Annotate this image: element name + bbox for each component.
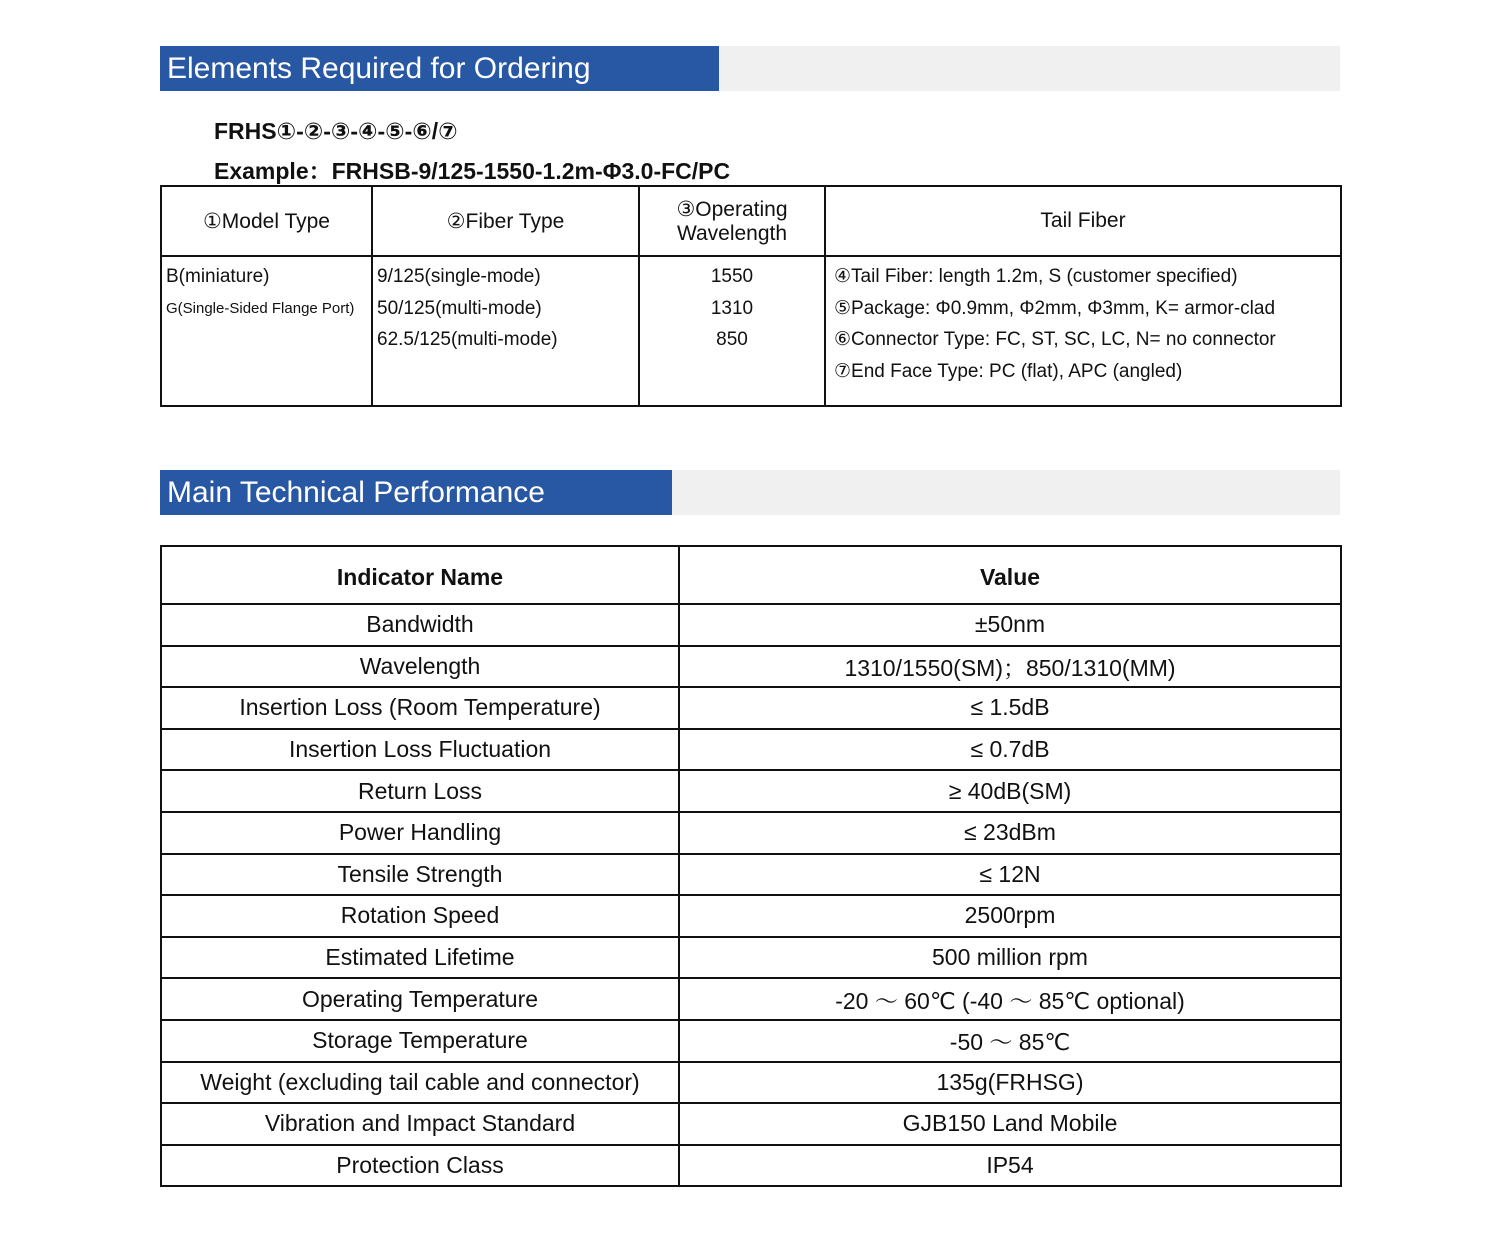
performance-table	[160, 545, 1342, 1187]
indicator-name-cell: Rotation Speed	[161, 895, 679, 937]
table-row	[161, 687, 1341, 729]
indicator-name-cell: Storage Temperature	[161, 1020, 679, 1062]
indicator-value-cell: 2500rpm	[679, 895, 1341, 937]
indicator-name-cell: Estimated Lifetime	[161, 937, 679, 979]
ordering-section-title: Elements Required for Ordering	[160, 46, 719, 91]
wavelength-item: 850	[716, 329, 748, 350]
header-indicator-name: Indicator Name	[161, 546, 679, 604]
table-row	[161, 604, 1341, 646]
table-row	[161, 978, 1341, 1020]
table-row	[161, 895, 1341, 937]
performance-section-header	[160, 470, 1340, 515]
indicator-value-cell: IP54	[679, 1145, 1341, 1187]
ordering-table	[160, 185, 1342, 407]
performance-section-title: Main Technical Performance	[160, 470, 672, 515]
table-row	[161, 937, 1341, 979]
header-tail-fiber: Tail Fiber	[825, 186, 1341, 256]
model-type-cell	[161, 256, 372, 406]
header-wavelength-line1: ③Operating	[676, 197, 788, 221]
wavelength-item: 1310	[710, 297, 754, 319]
indicator-value-cell: 1310/1550(SM)；850/1310(MM)	[679, 646, 1341, 688]
indicator-value-cell: ≤ 23dBm	[679, 812, 1341, 854]
indicator-name-cell: Power Handling	[161, 812, 679, 854]
performance-table-body	[161, 604, 1341, 1186]
model-type-item: B(miniature)	[166, 266, 270, 287]
indicator-value-cell: ≤ 0.7dB	[679, 729, 1341, 771]
indicator-value-cell: -50 ～ 85℃	[679, 1020, 1341, 1062]
indicator-name-cell: Insertion Loss (Room Temperature)	[161, 687, 679, 729]
indicator-value-cell: ≤ 12N	[679, 854, 1341, 896]
wavelength-item: 1550	[710, 266, 754, 287]
header-wavelength-line2: Wavelength	[676, 221, 788, 245]
table-row	[161, 1103, 1341, 1145]
tail-fiber-item: ⑥Connector Type: FC, ST, SC, LC, N= no connector	[834, 329, 1276, 350]
indicator-name-cell: Tensile Strength	[161, 854, 679, 896]
ordering-section-header	[160, 46, 1340, 91]
indicator-value-cell: 500 million rpm	[679, 937, 1341, 979]
indicator-value-cell: 135g(FRHSG)	[679, 1062, 1341, 1104]
table-row	[161, 812, 1341, 854]
indicator-name-cell: Weight (excluding tail cable and connector)	[161, 1062, 679, 1104]
table-row	[161, 854, 1341, 896]
header-fiber-type: ②Fiber Type	[372, 186, 639, 256]
tail-fiber-item: ⑤Package: Φ0.9mm, Φ2mm, Φ3mm, K= armor-clad	[834, 297, 1276, 319]
indicator-name-cell: Bandwidth	[161, 604, 679, 646]
performance-header-row	[161, 546, 1341, 604]
indicator-name-cell: Wavelength	[161, 646, 679, 688]
indicator-value-cell: -20 ～ 60℃ (-40 ～ 85℃ optional)	[679, 978, 1341, 1020]
indicator-name-cell: Return Loss	[161, 770, 679, 812]
indicator-value-cell: ≥ 40dB(SM)	[679, 770, 1341, 812]
table-row	[161, 1020, 1341, 1062]
ordering-header-row	[161, 186, 1341, 256]
wavelength-cell	[639, 256, 825, 406]
tail-fiber-item: ⑦End Face Type: PC (flat), APC (angled)	[834, 360, 1183, 382]
header-value: Value	[679, 546, 1341, 604]
indicator-name-cell: Vibration and Impact Standard	[161, 1103, 679, 1145]
indicator-value-cell: GJB150 Land Mobile	[679, 1103, 1341, 1145]
indicator-value-cell: ±50nm	[679, 604, 1341, 646]
indicator-name-cell: Protection Class	[161, 1145, 679, 1187]
indicator-value-cell: ≤ 1.5dB	[679, 687, 1341, 729]
table-row	[161, 1145, 1341, 1187]
table-row	[161, 1062, 1341, 1104]
indicator-name-cell: Operating Temperature	[161, 978, 679, 1020]
fiber-type-item: 62.5/125(multi-mode)	[377, 329, 558, 350]
table-row	[161, 770, 1341, 812]
table-row	[161, 729, 1341, 771]
table-row	[161, 646, 1341, 688]
order-code-format: FRHS①-②-③-④-⑤-⑥/⑦	[214, 118, 458, 144]
header-operating-wavelength	[639, 186, 825, 256]
ordering-body-row	[161, 256, 1341, 406]
fiber-type-cell	[372, 256, 639, 406]
tail-fiber-cell	[825, 256, 1341, 406]
tail-fiber-item: ④Tail Fiber: length 1.2m, S (customer specified)	[834, 266, 1238, 287]
fiber-type-item: 50/125(multi-mode)	[377, 297, 542, 319]
header-model-type: ①Model Type	[161, 186, 372, 256]
fiber-type-item: 9/125(single-mode)	[377, 266, 541, 287]
indicator-name-cell: Insertion Loss Fluctuation	[161, 729, 679, 771]
model-type-item: G(Single-Sided Flange Port)	[166, 299, 355, 317]
order-code-example: Example：FRHSB-9/125-1550-1.2m-Φ3.0-FC/PC	[214, 158, 731, 184]
